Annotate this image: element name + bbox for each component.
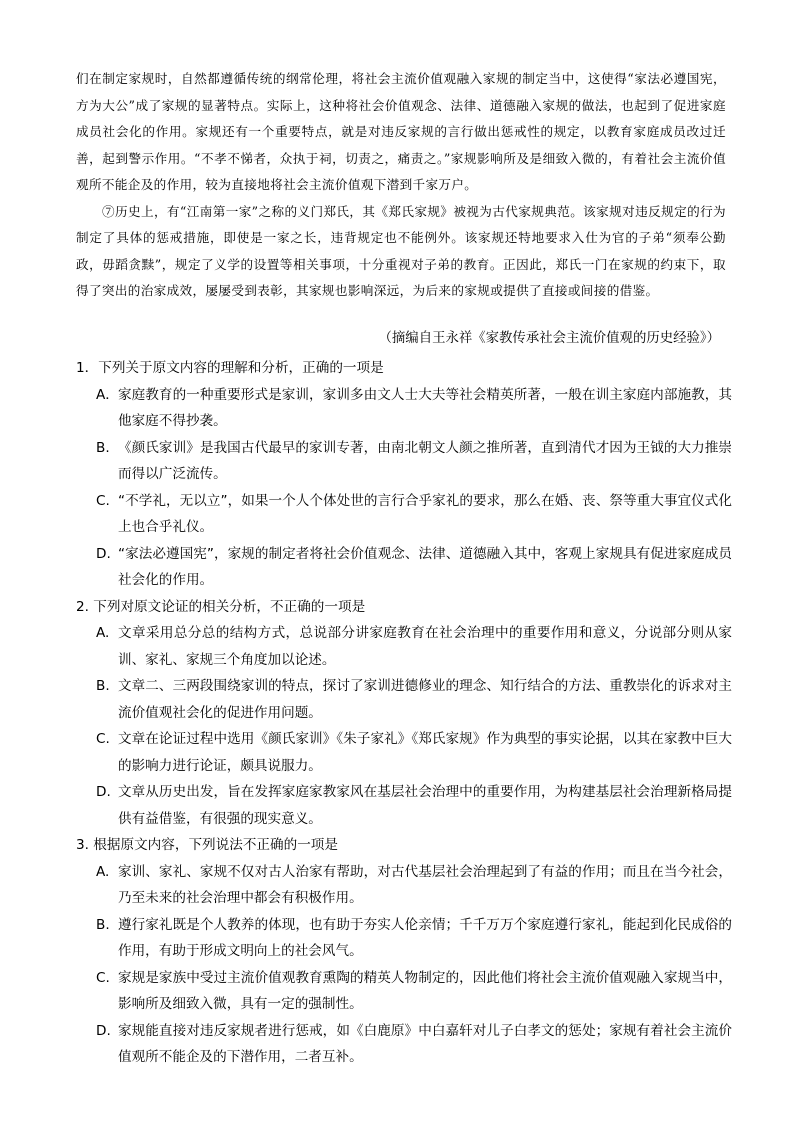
option-letter: B.	[96, 678, 110, 694]
option-text: 文章二、三两段围绕家训的特点，探讨了家训进德修业的理念、知行结合的方法、重教崇化的诉求对主流价值观社会化的促进作用问题。	[118, 678, 732, 721]
question-stem: 2. 下列对原文论证的相关分析，不正确的一项是	[76, 598, 366, 615]
option-text: 家训、家礼、家规不仅对古人治家有帮助，对古代基层社会治理起到了有益的作用；而且在当今社会，乃至未来的社会治理中都会有积极作用。	[118, 863, 732, 906]
question-list	[76, 355, 732, 1071]
option-text: 文章在论证过程中选用《颜氏家训》《朱子家礼》《郑氏家规》作为典型的事实论据，以其在家教中巨大的影响力进行论证，颇具说服力。	[118, 731, 732, 774]
option-d	[96, 541, 732, 594]
option-letter: D.	[96, 1022, 111, 1039]
option-a	[96, 620, 732, 673]
question-3	[76, 832, 732, 1071]
option-text: 文章从历史出发，旨在发挥家庭家教家风在基层社会治理中的重要作用，为构建基层社会治理新格局提供有益借鉴，有很强的现实意义。	[118, 784, 732, 827]
option-text: “不学礼，无以立”，如果一个人个体处世的言行合乎家礼的要求，那么在婚、丧、祭等重大事宜仪式化上也合乎礼仪。	[118, 492, 732, 535]
option-letter: C.	[96, 969, 110, 986]
option-text: “家法必遵国宪”，家规的制定者将社会价值观念、法律、道德融入其中，客观上家规具有促进家庭成员社会化的作用。	[118, 545, 732, 588]
option-a	[96, 859, 732, 912]
passage-paragraph-6-continued: 们在制定家规时，自然都遵循传统的纲常伦理，将社会主流价值观融入家规的制定当中，这使得“家法必遵国宪，方为大公”成了家规的显著特点。实际上，这种将社会价值观念、法律、道德融入家规的做法，也起到了促进家庭成员社会化的作用。家规还有一个重要特点，就是对违反家规的言行做出惩戒性的规定，以教育家庭成员改过迁善，起到警示作用。“不孝不悌者，众执于祠，切责之，痛责之。”家规影响所及是细致入微的，有着社会主流价值观所不能企及的作用，较为直接地将社会主流价值观下潜到千家万户。	[76, 71, 726, 192]
question-stem: 1．下列关于原文内容的理解和分析，正确的一项是	[76, 360, 384, 376]
option-b	[96, 673, 732, 726]
option-text: 《颜氏家训》是我国古代最早的家训专著，由南北朝文人颜之推所著，直到清代才因为王钺的大力推崇而得以广泛流传。	[118, 439, 732, 482]
option-b	[96, 912, 732, 965]
option-c	[96, 965, 732, 1018]
option-letter: B.	[96, 916, 110, 933]
option-letter: D.	[96, 784, 111, 800]
option-text: 家规能直接对违反家规者进行惩戒，如《白鹿原》中白嘉轩对儿子白孝文的惩处；家规有着社会主流价值观所不能企及的下潜作用，二者互补。	[118, 1022, 732, 1065]
option-d	[96, 779, 732, 832]
question-2	[76, 594, 732, 833]
option-b	[96, 435, 732, 488]
source-citation: （摘编自王永祥《家教传承社会主流价值观的历史经验》）	[378, 331, 720, 346]
option-text: 文章采用总分总的结构方式，总说部分讲家庭教育在社会治理中的重要作用和意义，分说部分则从家训、家礼、家规三个角度加以论述。	[118, 625, 732, 668]
reading-passage	[76, 66, 726, 305]
option-letter: B.	[96, 439, 110, 456]
question-stem: 3. 根据原文内容，下列说法不正确的一项是	[76, 837, 338, 853]
option-letter: D.	[96, 545, 111, 562]
passage-paragraph-7: ⑦历史上，有“江南第一家”之称的义门郑氏，其《郑氏家规》被视为古代家规典范。该家规对违反规定的行为制定了具体的惩戒措施，即使是一家之长，违背规定也不能例外。该家规还特地要求入仕为官的子弟“须奉公勤政，毋蹈贪黩”，规定了义学的设置等相关事项，十分重视对子弟的教育。正因此，郑氏一门在家规的约束下，取得了突出的治家成效，屡屡受到表彰，其家规也影响深远，为后来的家规或提供了直接或间接的借鉴。	[76, 203, 726, 298]
option-letter: A．	[96, 386, 119, 403]
question-1	[76, 355, 732, 594]
option-letter: A.	[96, 863, 110, 880]
option-a	[96, 382, 732, 435]
option-c	[96, 726, 732, 779]
option-text: 遵行家礼既是个人教养的体现，也有助于夯实人伦亲情；千千万万个家庭遵行家礼，能起到化民成俗的作用，有助于形成文明向上的社会风气。	[118, 916, 732, 959]
option-letter: A.	[96, 625, 110, 641]
option-d	[96, 1018, 732, 1071]
option-text: 家庭教育的一种重要形式是家训，家训多由文人士大夫等社会精英所著，一般在训主家庭内部施教，其他家庭不得抄袭。	[118, 386, 732, 429]
option-c	[96, 488, 732, 541]
option-letter: C.	[96, 492, 110, 509]
option-letter: C.	[96, 731, 110, 747]
option-text: 家规是家族中受过主流价值观教育熏陶的精英人物制定的，因此他们将社会主流价值观融入家规当中，影响所及细致入微，具有一定的强制性。	[118, 969, 732, 1012]
